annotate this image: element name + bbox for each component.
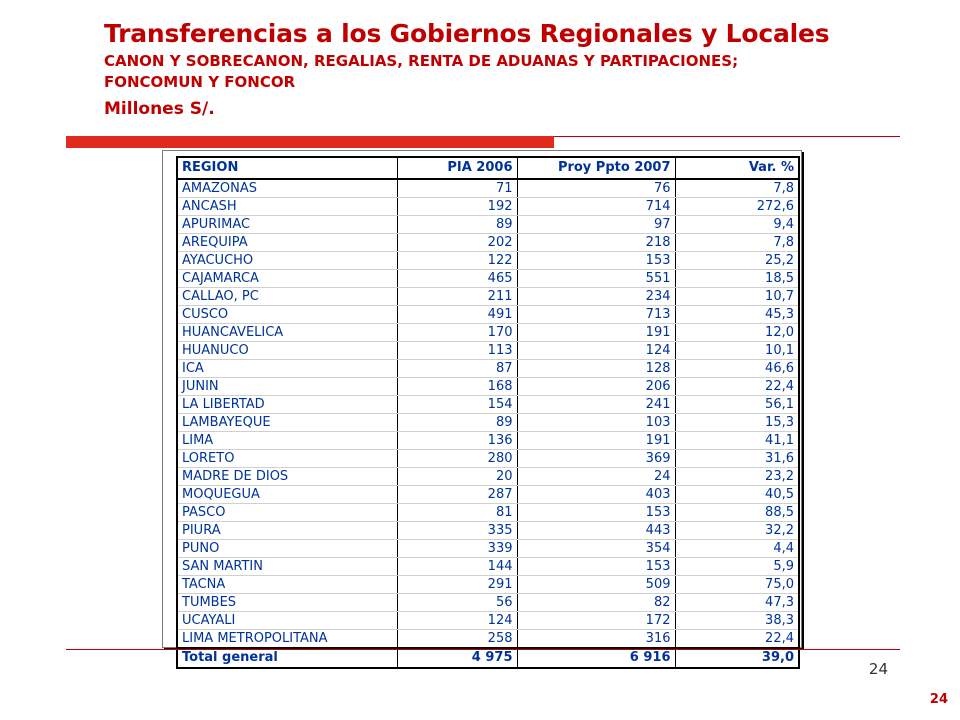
region-cell: AMAZONAS <box>177 179 397 198</box>
region-cell: PASCO <box>177 504 397 522</box>
var-pct-cell: 32,2 <box>675 522 799 540</box>
column-header-region: REGION <box>177 157 397 179</box>
proy-ppto-2007-cell: 551 <box>517 270 675 288</box>
region-cell: MADRE DE DIOS <box>177 468 397 486</box>
pia-2006-cell: 339 <box>397 540 517 558</box>
pia-2006-cell: 113 <box>397 342 517 360</box>
proy-ppto-2007-cell: 509 <box>517 576 675 594</box>
var-pct-cell: 31,6 <box>675 450 799 468</box>
pia-2006-cell: 170 <box>397 324 517 342</box>
proy-ppto-2007-cell: 191 <box>517 432 675 450</box>
var-pct-cell: 41,1 <box>675 432 799 450</box>
column-header-pia-2006: PIA 2006 <box>397 157 517 179</box>
region-cell: SAN MARTIN <box>177 558 397 576</box>
var-pct-cell: 23,2 <box>675 468 799 486</box>
region-cell: CAJAMARCA <box>177 270 397 288</box>
pia-2006-cell: 258 <box>397 630 517 649</box>
proy-ppto-2007-cell: 153 <box>517 558 675 576</box>
total-pia-2006: 4 975 <box>397 648 517 668</box>
table-row <box>177 468 799 486</box>
var-pct-cell: 22,4 <box>675 630 799 649</box>
proy-ppto-2007-cell: 234 <box>517 288 675 306</box>
proy-ppto-2007-cell: 354 <box>517 540 675 558</box>
region-cell: ANCASH <box>177 198 397 216</box>
var-pct-cell: 22,4 <box>675 378 799 396</box>
table-row <box>177 612 799 630</box>
proy-ppto-2007-cell: 82 <box>517 594 675 612</box>
slide-subtitle-line-1: CANON Y SOBRECANON, REGALIAS, RENTA DE ADUANAS Y PARTIPACIONES; <box>104 52 739 70</box>
units-label: Millones S/. <box>104 99 215 119</box>
table-row <box>177 216 799 234</box>
pia-2006-cell: 89 <box>397 216 517 234</box>
var-pct-cell: 5,9 <box>675 558 799 576</box>
var-pct-cell: 38,3 <box>675 612 799 630</box>
page-number-corner: 24 <box>929 692 948 707</box>
region-cell: TACNA <box>177 576 397 594</box>
column-header-proy-ppto-2007: Proy Ppto 2007 <box>517 157 675 179</box>
table-row <box>177 179 799 198</box>
var-pct-cell: 7,8 <box>675 179 799 198</box>
var-pct-cell: 9,4 <box>675 216 799 234</box>
table-body <box>177 179 799 648</box>
proy-ppto-2007-cell: 218 <box>517 234 675 252</box>
var-pct-cell: 75,0 <box>675 576 799 594</box>
table-row <box>177 378 799 396</box>
pia-2006-cell: 335 <box>397 522 517 540</box>
table-row <box>177 576 799 594</box>
total-proy-ppto-2007: 6 916 <box>517 648 675 668</box>
table-row <box>177 432 799 450</box>
region-cell: HUANCAVELICA <box>177 324 397 342</box>
var-pct-cell: 7,8 <box>675 234 799 252</box>
table-row <box>177 396 799 414</box>
var-pct-cell: 272,6 <box>675 198 799 216</box>
var-pct-cell: 88,5 <box>675 504 799 522</box>
region-cell: LAMBAYEQUE <box>177 414 397 432</box>
table-total-row <box>177 648 799 668</box>
table-row <box>177 306 799 324</box>
pia-2006-cell: 122 <box>397 252 517 270</box>
pia-2006-cell: 136 <box>397 432 517 450</box>
pia-2006-cell: 291 <box>397 576 517 594</box>
table-row <box>177 540 799 558</box>
var-pct-cell: 45,3 <box>675 306 799 324</box>
proy-ppto-2007-cell: 369 <box>517 450 675 468</box>
region-cell: LORETO <box>177 450 397 468</box>
pia-2006-cell: 154 <box>397 396 517 414</box>
proy-ppto-2007-cell: 316 <box>517 630 675 649</box>
proy-ppto-2007-cell: 714 <box>517 198 675 216</box>
var-pct-cell: 15,3 <box>675 414 799 432</box>
table-row <box>177 324 799 342</box>
proy-ppto-2007-cell: 128 <box>517 360 675 378</box>
pia-2006-cell: 465 <box>397 270 517 288</box>
proy-ppto-2007-cell: 241 <box>517 396 675 414</box>
proy-ppto-2007-cell: 153 <box>517 504 675 522</box>
region-cell: AREQUIPA <box>177 234 397 252</box>
var-pct-cell: 56,1 <box>675 396 799 414</box>
region-cell: CUSCO <box>177 306 397 324</box>
table-row <box>177 234 799 252</box>
proy-ppto-2007-cell: 191 <box>517 324 675 342</box>
table-row <box>177 522 799 540</box>
proy-ppto-2007-cell: 713 <box>517 306 675 324</box>
var-pct-cell: 25,2 <box>675 252 799 270</box>
pia-2006-cell: 89 <box>397 414 517 432</box>
pia-2006-cell: 211 <box>397 288 517 306</box>
region-cell: AYACUCHO <box>177 252 397 270</box>
region-cell: PIURA <box>177 522 397 540</box>
region-cell: ICA <box>177 360 397 378</box>
region-cell: HUANUCO <box>177 342 397 360</box>
proy-ppto-2007-cell: 443 <box>517 522 675 540</box>
pia-2006-cell: 168 <box>397 378 517 396</box>
var-pct-cell: 4,4 <box>675 540 799 558</box>
region-cell: TUMBES <box>177 594 397 612</box>
proy-ppto-2007-cell: 103 <box>517 414 675 432</box>
table-row <box>177 414 799 432</box>
table-row <box>177 504 799 522</box>
region-cell: CALLAO, PC <box>177 288 397 306</box>
var-pct-cell: 46,6 <box>675 360 799 378</box>
table-row <box>177 270 799 288</box>
proy-ppto-2007-cell: 172 <box>517 612 675 630</box>
table-row <box>177 360 799 378</box>
pia-2006-cell: 124 <box>397 612 517 630</box>
pia-2006-cell: 287 <box>397 486 517 504</box>
table-row <box>177 558 799 576</box>
region-cell: APURIMAC <box>177 216 397 234</box>
proy-ppto-2007-cell: 153 <box>517 252 675 270</box>
pia-2006-cell: 87 <box>397 360 517 378</box>
pia-2006-cell: 202 <box>397 234 517 252</box>
region-cell: UCAYALI <box>177 612 397 630</box>
footer-divider-line <box>66 649 900 650</box>
region-cell: LIMA METROPOLITANA <box>177 630 397 649</box>
proy-ppto-2007-cell: 24 <box>517 468 675 486</box>
pia-2006-cell: 192 <box>397 198 517 216</box>
var-pct-cell: 10,7 <box>675 288 799 306</box>
proy-ppto-2007-cell: 124 <box>517 342 675 360</box>
table-row <box>177 630 799 649</box>
table-row <box>177 342 799 360</box>
proy-ppto-2007-cell: 76 <box>517 179 675 198</box>
proy-ppto-2007-cell: 206 <box>517 378 675 396</box>
region-transfers-table <box>176 156 800 669</box>
proy-ppto-2007-cell: 403 <box>517 486 675 504</box>
pia-2006-cell: 491 <box>397 306 517 324</box>
pia-2006-cell: 56 <box>397 594 517 612</box>
region-cell: JUNIN <box>177 378 397 396</box>
column-header-var-pct: Var. % <box>675 157 799 179</box>
total-var-pct: 39,0 <box>675 648 799 668</box>
table-row <box>177 450 799 468</box>
slide-subtitle-line-2: FONCOMUN Y FONCOR <box>104 73 296 91</box>
pia-2006-cell: 144 <box>397 558 517 576</box>
total-label: Total general <box>177 648 397 668</box>
pia-2006-cell: 20 <box>397 468 517 486</box>
proy-ppto-2007-cell: 97 <box>517 216 675 234</box>
table-row <box>177 252 799 270</box>
region-cell: LIMA <box>177 432 397 450</box>
header-accent-bar <box>66 136 554 148</box>
var-pct-cell: 18,5 <box>675 270 799 288</box>
var-pct-cell: 47,3 <box>675 594 799 612</box>
slide-title: Transferencias a los Gobiernos Regionales y Locales <box>104 19 830 48</box>
region-cell: MOQUEGUA <box>177 486 397 504</box>
var-pct-cell: 12,0 <box>675 324 799 342</box>
table-row <box>177 288 799 306</box>
page-number: 24 <box>868 660 888 678</box>
table-row <box>177 594 799 612</box>
table-row <box>177 198 799 216</box>
table-row <box>177 486 799 504</box>
table-header-row <box>177 157 799 179</box>
pia-2006-cell: 81 <box>397 504 517 522</box>
var-pct-cell: 10,1 <box>675 342 799 360</box>
var-pct-cell: 40,5 <box>675 486 799 504</box>
slide-header <box>104 18 924 120</box>
region-cell: PUNO <box>177 540 397 558</box>
region-cell: LA LIBERTAD <box>177 396 397 414</box>
pia-2006-cell: 280 <box>397 450 517 468</box>
pia-2006-cell: 71 <box>397 179 517 198</box>
